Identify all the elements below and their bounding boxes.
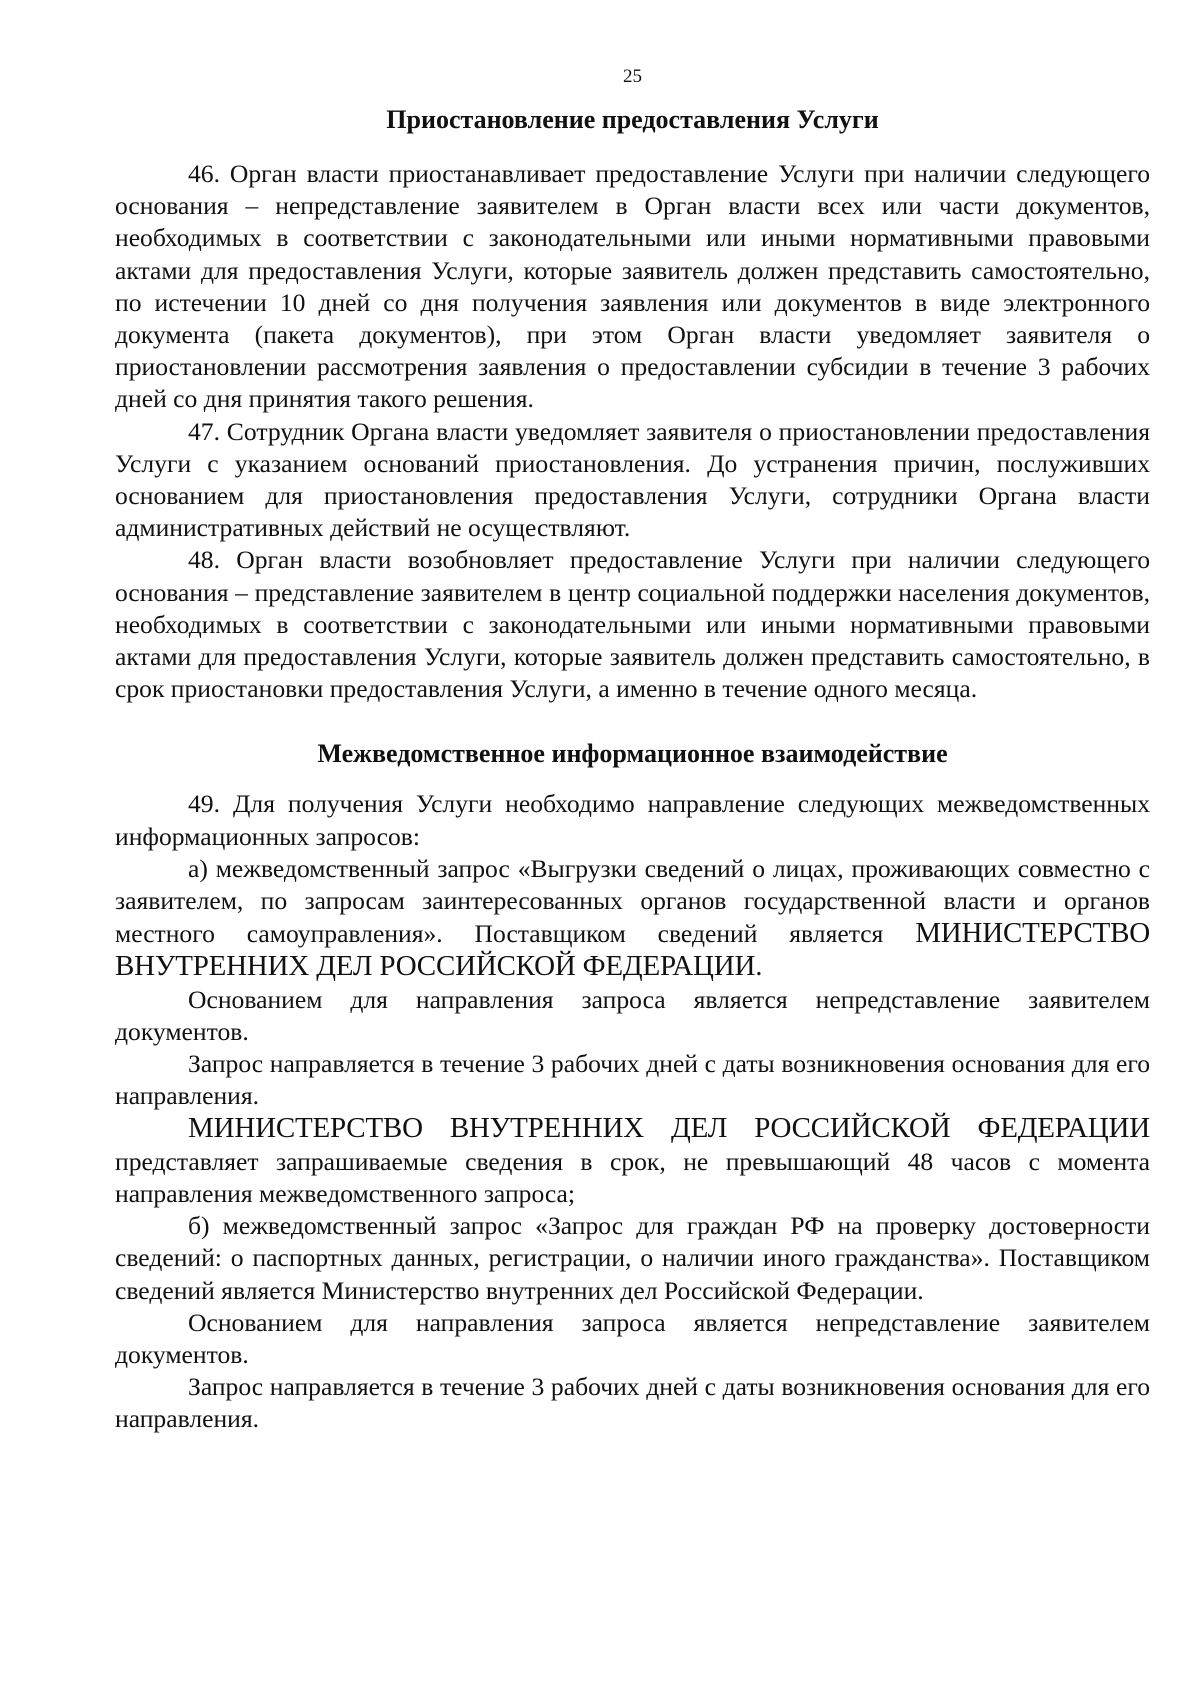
paragraph-49a — [115, 853, 1150, 984]
section-heading-interagency: Межведомственное информационное взаимодействие — [317, 739, 948, 769]
paragraph-49: 49. Для получения Услуги необходимо направление следующих межведомственных информационных запросов: — [115, 789, 1150, 851]
paragraph-48: 48. Орган власти возобновляет предоставление Услуги при наличии следующего основания – представление заявителем в центр социальной поддержки населения документов, необходимых в соответствии с законодательными или иными нормативными правовыми актами для предоставления Услуги, которые заявитель должен представить самостоятельно, в срок приостановки предоставления Услуги, а именно в течение одного месяца. — [115, 545, 1150, 704]
responder-name-caps: МИНИСТЕРСТВО ВНУТРЕННИХ ДЕЛ РОССИЙСКОЙ ФЕДЕРАЦИИ — [188, 1112, 1150, 1145]
provider-name-caps: МИНИСТЕРСТВО ВНУТРЕННИХ ДЕЛ РОССИЙСКОЙ ФЕДЕРАЦИИ. — [115, 917, 1150, 983]
paragraph-49b-timing: Запрос направляется в течение 3 рабочих дней с даты возникновения основания для его направления. — [115, 1372, 1150, 1434]
paragraph-49b: б) межведомственный запрос «Запрос для граждан РФ на проверку достоверности сведений: о паспортных данных, регистрации, о наличии иного гражданства». Поставщиком сведений является Министерство внутренних дел Российской Федерации. — [115, 1211, 1150, 1305]
page-number: 25 — [623, 66, 642, 87]
paragraph-49a-response-text: представляет запрашиваемые сведения в срок, не превышающий 48 часов с момента направления межведомственного запроса; — [115, 1146, 1150, 1208]
paragraph-46: 46. Орган власти приостанавливает предоставление Услуги при наличии следующего основания – непредставление заявителем в Орган власти всех или части документов, необходимых в соответствии с законодательными или иными нормативными правовыми актами для предоставления Услуги, которые заявитель должен представить самостоятельно, по истечении 10 дней со дня получения заявления или документов в виде электронного документа (пакета документов), при этом Орган власти уведомляет заявителя о приостановлении рассмотрения заявления о предоставлении субсидии в течение 3 рабочих дней со дня принятия такого решения. — [115, 159, 1150, 414]
paragraph-49a-text: а) межведомственный запрос «Выгрузки сведений о лицах, проживающих совместно с заявителем, по запросам заинтересованных органов государственной власти и органов местного самоуправления». Поставщиком сведений является — [115, 853, 1150, 949]
paragraph-49b-basis: Основанием для направления запроса является непредставление заявителем документов. — [115, 1307, 1150, 1369]
paragraph-47: 47. Сотрудник Органа власти уведомляет заявителя о приостановлении предоставления Услуги с указанием оснований приостановления. До устранения причин, послуживших основанием для приостановления предоставления Услуги, сотрудники Органа власти административных действий не осуществляют. — [115, 416, 1150, 543]
section-heading-suspension: Приостановление предоставления Услуги — [386, 105, 879, 134]
paragraph-49a-basis: Основанием для направления запроса является непредставление заявителем документов. — [115, 984, 1150, 1046]
paragraph-49a-response — [115, 1112, 1150, 1210]
document-page — [115, 66, 1150, 1436]
paragraph-49a-timing: Запрос направляется в течение 3 рабочих дней с даты возникновения основания для его направления. — [115, 1049, 1150, 1111]
